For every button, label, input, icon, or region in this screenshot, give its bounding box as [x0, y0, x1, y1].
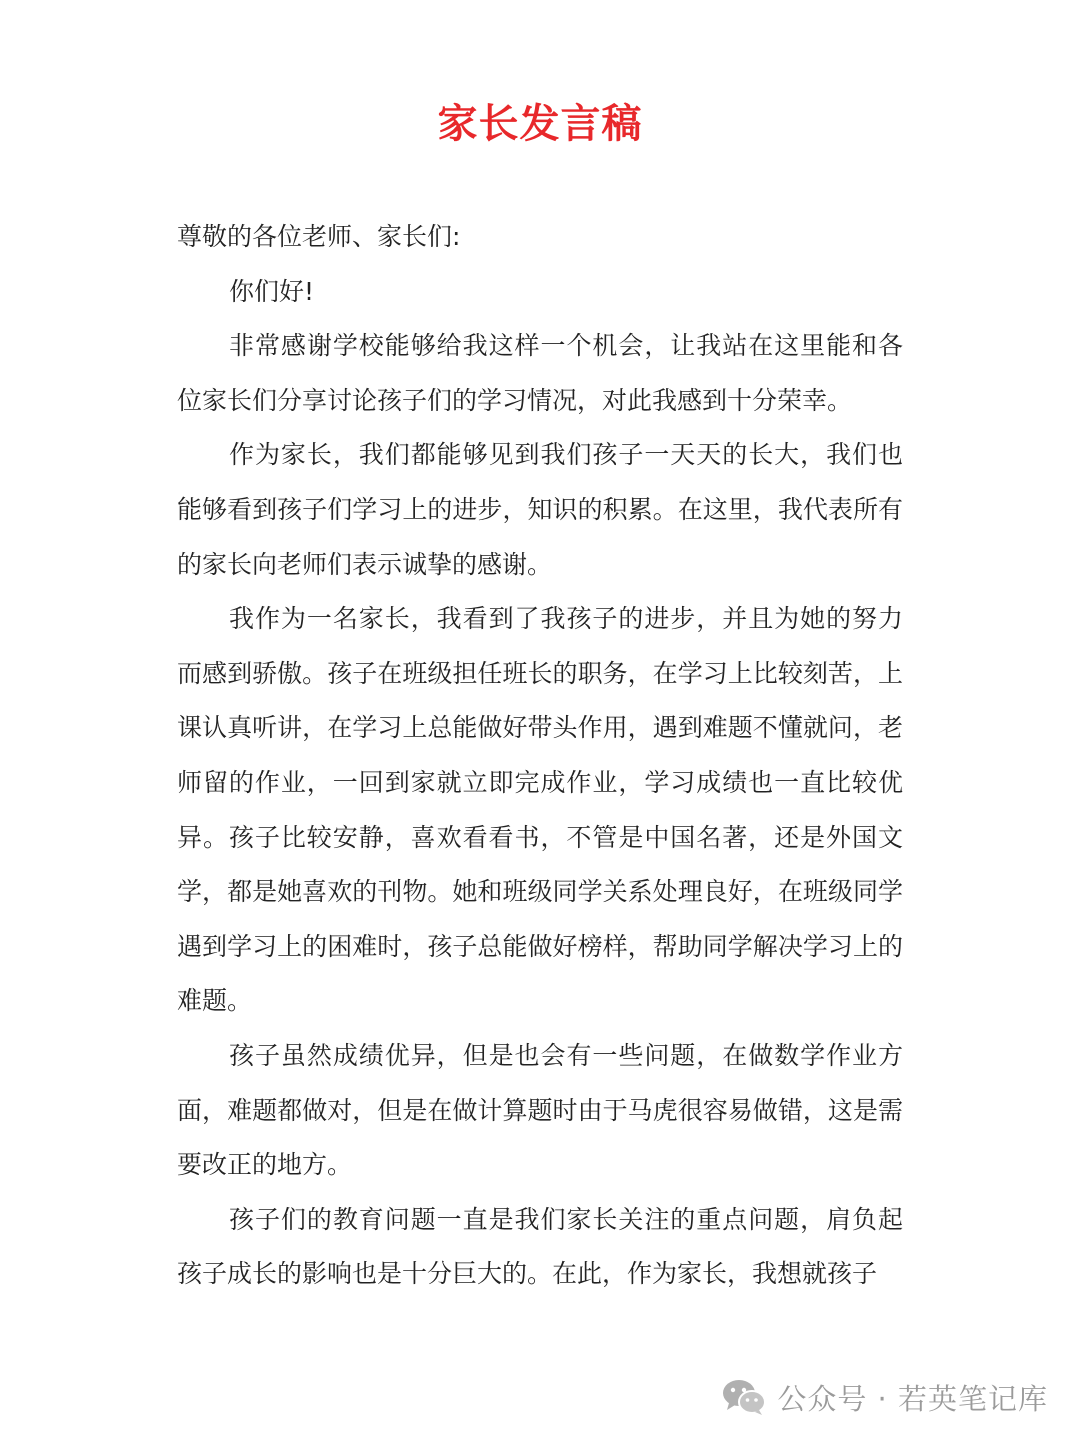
paragraph-child-progress: 我作为一名家长，我看到了我孩子的进步，并且为她的努力而感到骄傲。孩子在班级担任班长的职务，在学习上比较刻苦，上课认真听讲，在学习上总能做好带头作用，遇到难题不懂就问，老师留的作业，一回到家就立即完成作业，学习成绩也一直比较优异。孩子比较安静，喜欢看看书，不管是中国名著，还是外国文学，都是她喜欢的刊物。她和班级同学关系处理良好，在班级同学遇到学习上的困难时，孩子总能做好榜样，帮助同学解决学习上的难题。 [177, 604, 903, 1016]
paragraph-child-problems: 孩子虽然成绩优异，但是也会有一些问题，在做数学作业方面，难题都做对，但是在做计算题时由于马虎很容易做错，这是需要改正的地方。 [177, 1040, 903, 1180]
salutation: 尊敬的各位老师、家长们: [177, 222, 461, 251]
paragraph-greeting: 你们好! [229, 276, 315, 306]
watermark-text: 公众号 · 若英笔记库 [777, 1381, 1048, 1416]
document-body [177, 210, 903, 1302]
document-title: 家长发言稿 [437, 101, 643, 147]
paragraph-growth: 作为家长，我们都能够见到我们孩子一天天的长大，我们也能够看到孩子们学习上的进步，知识的积累。在这里，我代表所有的家长向老师们表示诚挚的感谢。 [177, 440, 903, 579]
paragraph-education: 孩子们的教育问题一直是我们家长关注的重点问题，肩负起孩子成长的影响也是十分巨大的。在此，作为家长，我想就孩子 [177, 1204, 903, 1289]
paragraph-thanks: 非常感谢学校能够给我这样一个机会，让我站在这里能和各位家长们分享讨论孩子们的学习情况，对此我感到十分荣幸。 [177, 331, 903, 415]
wechat-icon [721, 1377, 767, 1417]
watermark [721, 1372, 1048, 1422]
